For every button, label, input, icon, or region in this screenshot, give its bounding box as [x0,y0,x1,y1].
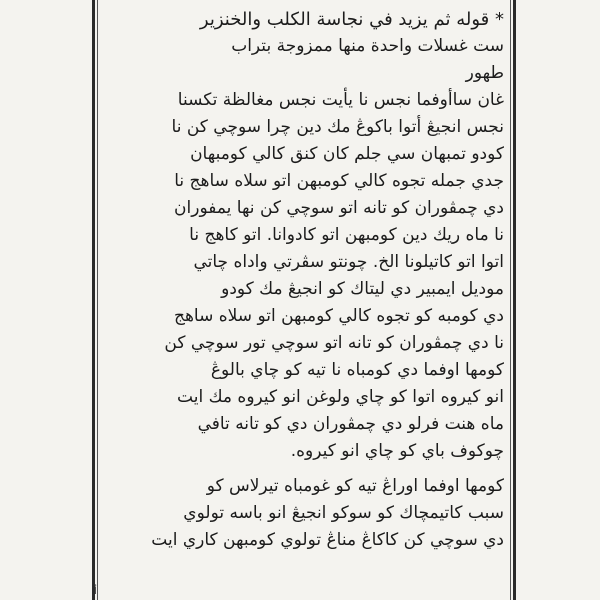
text-line-15: انو كيروه اتوا كو چاي ولوغن انو كيروه مك ايت [177,387,504,407]
text-line-8: دي چمڤوران كو تانه اتو سوچي كن نها يمفوران [174,198,504,218]
text-line-12: دي كومبه كو تجوه كالي كومبهن اتو سلاه ساهج [173,306,504,326]
text-line-14: كومها اوفما دي كومباه نا تيه كو چاي بالوڠ [210,360,504,380]
text-line-6: كودو تمبهان سي جلم كان كنق كالي كومبهان [190,144,504,164]
text-line-13: نا دي چمڤوران كو تانه اتو سوچي تور سوچي كن [164,333,504,353]
text-line-18: كومها اوفما اوراڠ تيه كو غومباه تيرلاس كو [206,476,504,496]
text-line-1: * قوله ثم يزيد في نجاسة الكلب والخنزير [199,9,504,30]
text-line-3: طهور [465,63,504,83]
jawi-text-block [104,6,504,600]
text-line-2: ست غسلات واحدة منها ممزوجة بتراب [231,36,504,56]
text-line-4: غان ساأوفما نجس نا يأيت نجس مغالظة تكسنا [177,90,504,110]
inner-rule-right [510,0,511,600]
inner-rule-left [97,0,98,600]
text-line-19: سبب كاتيمچاك كو سوكو انجيڠ انو باسه تولوي [183,503,504,523]
text-line-10: اتوا اتو كاتيلونا الخ. چونتو سڤرتي واداه چاتي [193,252,504,272]
text-line-17: چوكوف باي كو چاي انو كيروه. [290,441,504,461]
text-line-7: جدي جمله تجوه كالي كومبهن اتو سلاه ساهج نا [174,171,504,191]
text-line-5: نجس انجيڠ أتوا باكوڠ مك دين چرا سوچي كن نا [171,117,504,137]
text-line-16: ماه هنت فرلو دي چمڤوران دي كو تانه تافي [197,414,504,434]
text-line-20: دي سوچي كن كاكاڠ مناڠ تولوي كومبهن كاري ايت [151,530,504,550]
text-line-9: نا ماه ريك دين كومبهن اتو كادوانا. اتو كاهج نا [189,225,504,245]
page-mark: أ [94,586,97,597]
text-line-11: موديل ايمبير دي ليتاك كو انجيڠ مك كودو [221,279,504,299]
